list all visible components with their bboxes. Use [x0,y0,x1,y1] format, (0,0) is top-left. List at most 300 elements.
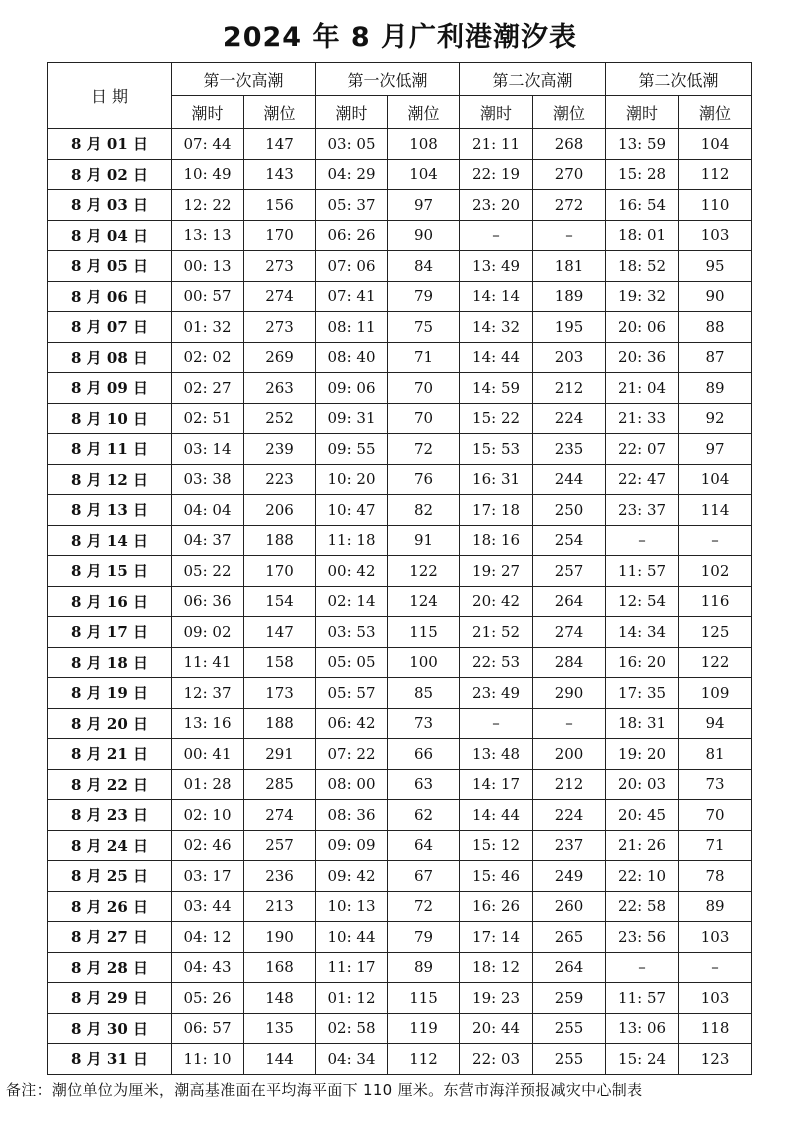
second-high-level-cell: 264 [533,952,606,983]
second-low-time-cell: 12: 54 [606,586,679,617]
first-low-time-cell: 10: 47 [316,495,388,526]
first-low-time-cell: 08: 00 [316,769,388,800]
time-column-header: 潮时 [172,96,244,129]
date-cell: 8 月 31 日 [48,1044,172,1075]
first-low-level-cell: 115 [388,983,460,1014]
second-high-level-cell: 203 [533,342,606,373]
second-high-time-cell: 14: 44 [460,800,533,831]
first-low-time-cell: 06: 42 [316,708,388,739]
level-column-header: 潮位 [244,96,316,129]
first-high-time-cell: 00: 57 [172,281,244,312]
second-high-level-cell: 260 [533,891,606,922]
first-high-time-cell: 06: 57 [172,1013,244,1044]
second-low-level-cell: 95 [679,251,752,282]
second-low-time-cell: 21: 33 [606,403,679,434]
date-column-header: 日 期 [48,63,172,129]
second-high-level-cell: 264 [533,586,606,617]
date-cell: 8 月 30 日 [48,1013,172,1044]
first-low-level-cell: 79 [388,922,460,953]
date-cell: 8 月 21 日 [48,739,172,770]
first-low-time-cell: 10: 20 [316,464,388,495]
first-low-level-cell: 112 [388,1044,460,1075]
second-low-level-cell: 114 [679,495,752,526]
second-high-time-cell: 14: 44 [460,342,533,373]
first-high-time-cell: 03: 17 [172,861,244,892]
second-high-time-cell: 13: 48 [460,739,533,770]
first-high-time-cell: 11: 41 [172,647,244,678]
first-low-time-cell: 09: 55 [316,434,388,465]
second-high-level-cell: 189 [533,281,606,312]
second-low-time-cell: 23: 37 [606,495,679,526]
second-high-level-cell: 257 [533,556,606,587]
table-row [48,861,752,892]
second-low-level-cell: – [679,525,752,556]
table-row [48,1013,752,1044]
second-low-level-cell: 70 [679,800,752,831]
second-high-level-cell: – [533,220,606,251]
second-low-level-cell: 110 [679,190,752,221]
table-row [48,464,752,495]
time-column-header: 潮时 [606,96,679,129]
first-low-level-cell: 62 [388,800,460,831]
second-high-level-cell: 284 [533,647,606,678]
first-high-time-cell: 12: 22 [172,190,244,221]
second-high-time-cell: 14: 17 [460,769,533,800]
table-row [48,281,752,312]
first-low-time-cell: 09: 06 [316,373,388,404]
second-low-level-cell: 87 [679,342,752,373]
first-high-time-cell: 04: 04 [172,495,244,526]
table-row [48,220,752,251]
second-low-time-cell: 18: 01 [606,220,679,251]
second-low-time-cell: 17: 35 [606,678,679,709]
level-column-header: 潮位 [388,96,460,129]
first-high-level-cell: 170 [244,556,316,587]
second-high-level-cell: 250 [533,495,606,526]
second-low-time-cell: – [606,525,679,556]
first-high-time-cell: 02: 27 [172,373,244,404]
first-low-time-cell: 04: 34 [316,1044,388,1075]
first-low-time-cell: 10: 44 [316,922,388,953]
second-low-level-cell: 94 [679,708,752,739]
first-low-time-cell: 09: 42 [316,861,388,892]
group-header-second-low: 第二次低潮 [606,63,752,96]
first-low-level-cell: 85 [388,678,460,709]
table-row [48,190,752,221]
second-high-level-cell: 244 [533,464,606,495]
second-low-level-cell: 89 [679,891,752,922]
footnote: 备注：潮位单位为厘米，潮高基准面在平均海平面下 110 厘米。东营市海洋预报减灾中心制表 [6,1081,643,1099]
second-low-time-cell: 15: 24 [606,1044,679,1075]
second-low-level-cell: 92 [679,403,752,434]
second-high-time-cell: 22: 53 [460,647,533,678]
date-cell: 8 月 13 日 [48,495,172,526]
second-low-level-cell: 89 [679,373,752,404]
second-high-level-cell: 212 [533,373,606,404]
date-cell: 8 月 27 日 [48,922,172,953]
second-high-level-cell: 181 [533,251,606,282]
first-low-level-cell: 63 [388,769,460,800]
second-low-time-cell: 21: 26 [606,830,679,861]
first-high-level-cell: 285 [244,769,316,800]
second-low-time-cell: 22: 07 [606,434,679,465]
first-low-level-cell: 66 [388,739,460,770]
second-high-time-cell: 18: 12 [460,952,533,983]
first-low-level-cell: 90 [388,220,460,251]
table-row [48,678,752,709]
first-high-level-cell: 135 [244,1013,316,1044]
first-high-level-cell: 274 [244,800,316,831]
second-low-time-cell: 15: 28 [606,159,679,190]
table-row [48,1044,752,1075]
first-low-level-cell: 72 [388,434,460,465]
date-cell: 8 月 17 日 [48,617,172,648]
first-low-level-cell: 89 [388,952,460,983]
second-low-time-cell: 13: 06 [606,1013,679,1044]
second-low-time-cell: 22: 47 [606,464,679,495]
group-header-first-high: 第一次高潮 [172,63,316,96]
first-low-level-cell: 97 [388,190,460,221]
second-low-level-cell: 73 [679,769,752,800]
second-low-level-cell: 71 [679,830,752,861]
first-high-time-cell: 05: 26 [172,983,244,1014]
second-low-level-cell: 103 [679,922,752,953]
first-high-time-cell: 07: 44 [172,129,244,160]
first-high-level-cell: 190 [244,922,316,953]
first-high-time-cell: 01: 32 [172,312,244,343]
table-row [48,556,752,587]
second-high-level-cell: 235 [533,434,606,465]
table-row [48,983,752,1014]
first-low-time-cell: 09: 09 [316,830,388,861]
second-low-level-cell: 109 [679,678,752,709]
first-high-level-cell: 263 [244,373,316,404]
first-high-time-cell: 04: 37 [172,525,244,556]
date-cell: 8 月 22 日 [48,769,172,800]
first-high-level-cell: 257 [244,830,316,861]
first-low-level-cell: 104 [388,159,460,190]
first-low-time-cell: 11: 17 [316,952,388,983]
second-high-level-cell: 200 [533,739,606,770]
time-column-header: 潮时 [460,96,533,129]
first-high-time-cell: 03: 38 [172,464,244,495]
second-low-level-cell: 103 [679,220,752,251]
first-low-level-cell: 108 [388,129,460,160]
first-high-time-cell: 12: 37 [172,678,244,709]
date-cell: 8 月 10 日 [48,403,172,434]
date-cell: 8 月 29 日 [48,983,172,1014]
second-high-time-cell: 17: 18 [460,495,533,526]
first-low-time-cell: 02: 58 [316,1013,388,1044]
table-row [48,769,752,800]
first-high-level-cell: 148 [244,983,316,1014]
first-high-level-cell: 147 [244,129,316,160]
first-low-level-cell: 115 [388,617,460,648]
second-low-time-cell: 19: 32 [606,281,679,312]
second-high-time-cell: 13: 49 [460,251,533,282]
first-high-time-cell: 10: 49 [172,159,244,190]
first-low-level-cell: 72 [388,891,460,922]
second-high-level-cell: 224 [533,403,606,434]
table-row [48,251,752,282]
first-low-level-cell: 82 [388,495,460,526]
second-low-level-cell: 116 [679,586,752,617]
second-low-time-cell: 23: 56 [606,922,679,953]
first-high-level-cell: 147 [244,617,316,648]
first-high-level-cell: 143 [244,159,316,190]
second-high-time-cell: 21: 52 [460,617,533,648]
first-low-time-cell: 11: 18 [316,525,388,556]
table-row [48,434,752,465]
table-row [48,739,752,770]
first-high-level-cell: 239 [244,434,316,465]
first-high-level-cell: 156 [244,190,316,221]
second-high-level-cell: 268 [533,129,606,160]
date-cell: 8 月 12 日 [48,464,172,495]
first-high-level-cell: 154 [244,586,316,617]
second-high-time-cell: 18: 16 [460,525,533,556]
tide-table-body [48,129,752,1075]
first-high-time-cell: 13: 13 [172,220,244,251]
tide-table [47,62,752,1075]
first-low-time-cell: 03: 53 [316,617,388,648]
first-high-time-cell: 05: 22 [172,556,244,587]
first-low-time-cell: 07: 06 [316,251,388,282]
first-high-time-cell: 09: 02 [172,617,244,648]
first-high-level-cell: 213 [244,891,316,922]
second-low-time-cell: 14: 34 [606,617,679,648]
table-row [48,525,752,556]
first-high-level-cell: 236 [244,861,316,892]
first-low-level-cell: 73 [388,708,460,739]
first-low-level-cell: 76 [388,464,460,495]
time-column-header: 潮时 [316,96,388,129]
page-title: 2024 年 8 月广利港潮汐表 [222,22,578,53]
table-row [48,617,752,648]
second-low-level-cell: 102 [679,556,752,587]
table-row [48,800,752,831]
first-low-level-cell: 124 [388,586,460,617]
second-high-level-cell: 255 [533,1044,606,1075]
first-low-level-cell: 84 [388,251,460,282]
second-low-time-cell: 11: 57 [606,556,679,587]
first-high-level-cell: 158 [244,647,316,678]
date-cell: 8 月 28 日 [48,952,172,983]
first-high-level-cell: 252 [244,403,316,434]
first-low-level-cell: 70 [388,403,460,434]
first-high-time-cell: 02: 10 [172,800,244,831]
first-high-time-cell: 02: 02 [172,342,244,373]
date-cell: 8 月 02 日 [48,159,172,190]
first-high-time-cell: 04: 12 [172,922,244,953]
second-low-time-cell: 16: 54 [606,190,679,221]
second-high-level-cell: 272 [533,190,606,221]
first-low-level-cell: 100 [388,647,460,678]
date-cell: 8 月 23 日 [48,800,172,831]
second-low-level-cell: 118 [679,1013,752,1044]
level-column-header: 潮位 [533,96,606,129]
first-high-level-cell: 274 [244,281,316,312]
date-cell: 8 月 03 日 [48,190,172,221]
first-low-level-cell: 119 [388,1013,460,1044]
table-row [48,830,752,861]
second-low-level-cell: 104 [679,464,752,495]
date-cell: 8 月 08 日 [48,342,172,373]
first-high-time-cell: 00: 41 [172,739,244,770]
second-low-time-cell: 21: 04 [606,373,679,404]
first-high-level-cell: 173 [244,678,316,709]
date-cell: 8 月 16 日 [48,586,172,617]
second-low-time-cell: 22: 10 [606,861,679,892]
second-high-level-cell: 274 [533,617,606,648]
date-cell: 8 月 24 日 [48,830,172,861]
first-low-level-cell: 75 [388,312,460,343]
second-high-time-cell: 16: 31 [460,464,533,495]
first-high-level-cell: 273 [244,251,316,282]
date-cell: 8 月 05 日 [48,251,172,282]
first-low-time-cell: 09: 31 [316,403,388,434]
second-low-time-cell: 13: 59 [606,129,679,160]
table-row [48,373,752,404]
first-low-level-cell: 70 [388,373,460,404]
first-high-level-cell: 144 [244,1044,316,1075]
second-low-level-cell: – [679,952,752,983]
first-low-level-cell: 91 [388,525,460,556]
first-low-time-cell: 01: 12 [316,983,388,1014]
table-row [48,495,752,526]
date-cell: 8 月 20 日 [48,708,172,739]
second-high-time-cell: 15: 12 [460,830,533,861]
second-low-time-cell: 22: 58 [606,891,679,922]
table-row [48,403,752,434]
second-high-level-cell: 270 [533,159,606,190]
first-low-time-cell: 05: 37 [316,190,388,221]
date-cell: 8 月 19 日 [48,678,172,709]
second-high-time-cell: 15: 53 [460,434,533,465]
second-low-level-cell: 97 [679,434,752,465]
second-high-time-cell: – [460,220,533,251]
table-row [48,647,752,678]
table-row [48,922,752,953]
first-high-time-cell: 04: 43 [172,952,244,983]
second-low-time-cell: 19: 20 [606,739,679,770]
first-low-time-cell: 05: 05 [316,647,388,678]
first-low-time-cell: 05: 57 [316,678,388,709]
table-row [48,129,752,160]
second-high-level-cell: 224 [533,800,606,831]
second-low-level-cell: 112 [679,159,752,190]
first-low-time-cell: 07: 22 [316,739,388,770]
second-high-time-cell: 14: 14 [460,281,533,312]
second-high-time-cell: 22: 19 [460,159,533,190]
first-high-level-cell: 188 [244,525,316,556]
group-header-second-high: 第二次高潮 [460,63,606,96]
second-high-level-cell: 290 [533,678,606,709]
second-high-time-cell: 23: 49 [460,678,533,709]
first-high-time-cell: 00: 13 [172,251,244,282]
first-high-time-cell: 02: 46 [172,830,244,861]
date-cell: 8 月 06 日 [48,281,172,312]
first-high-time-cell: 03: 44 [172,891,244,922]
first-low-time-cell: 00: 42 [316,556,388,587]
group-header-first-low: 第一次低潮 [316,63,460,96]
second-high-time-cell: 19: 27 [460,556,533,587]
first-low-time-cell: 10: 13 [316,891,388,922]
second-high-time-cell: 14: 32 [460,312,533,343]
first-high-level-cell: 168 [244,952,316,983]
first-high-time-cell: 06: 36 [172,586,244,617]
first-high-level-cell: 206 [244,495,316,526]
first-low-time-cell: 03: 05 [316,129,388,160]
second-low-level-cell: 123 [679,1044,752,1075]
first-high-level-cell: 291 [244,739,316,770]
second-low-time-cell: 20: 03 [606,769,679,800]
level-column-header: 潮位 [679,96,752,129]
second-high-level-cell: 255 [533,1013,606,1044]
second-low-level-cell: 81 [679,739,752,770]
second-low-time-cell: 20: 06 [606,312,679,343]
second-high-time-cell: 20: 44 [460,1013,533,1044]
second-low-time-cell: 20: 45 [606,800,679,831]
second-low-level-cell: 88 [679,312,752,343]
first-low-time-cell: 04: 29 [316,159,388,190]
first-high-level-cell: 223 [244,464,316,495]
table-row [48,342,752,373]
second-high-time-cell: 21: 11 [460,129,533,160]
date-cell: 8 月 14 日 [48,525,172,556]
table-row [48,708,752,739]
first-low-time-cell: 06: 26 [316,220,388,251]
second-low-level-cell: 104 [679,129,752,160]
first-low-time-cell: 07: 41 [316,281,388,312]
date-cell: 8 月 09 日 [48,373,172,404]
table-row [48,586,752,617]
second-low-level-cell: 103 [679,983,752,1014]
date-cell: 8 月 04 日 [48,220,172,251]
table-row [48,891,752,922]
second-high-level-cell: 212 [533,769,606,800]
date-cell: 8 月 25 日 [48,861,172,892]
second-low-level-cell: 78 [679,861,752,892]
first-low-level-cell: 71 [388,342,460,373]
second-low-time-cell: – [606,952,679,983]
first-high-time-cell: 03: 14 [172,434,244,465]
first-low-level-cell: 122 [388,556,460,587]
date-cell: 8 月 01 日 [48,129,172,160]
first-low-level-cell: 79 [388,281,460,312]
second-high-level-cell: 265 [533,922,606,953]
first-high-level-cell: 188 [244,708,316,739]
table-row [48,952,752,983]
second-high-time-cell: 23: 20 [460,190,533,221]
first-high-level-cell: 273 [244,312,316,343]
first-low-level-cell: 64 [388,830,460,861]
second-low-time-cell: 16: 20 [606,647,679,678]
first-high-time-cell: 13: 16 [172,708,244,739]
first-low-level-cell: 67 [388,861,460,892]
second-low-time-cell: 18: 31 [606,708,679,739]
second-low-level-cell: 122 [679,647,752,678]
second-high-time-cell: 20: 42 [460,586,533,617]
second-high-time-cell: 19: 23 [460,983,533,1014]
second-high-level-cell: 259 [533,983,606,1014]
date-cell: 8 月 15 日 [48,556,172,587]
table-row [48,312,752,343]
first-high-time-cell: 11: 10 [172,1044,244,1075]
first-low-time-cell: 08: 40 [316,342,388,373]
date-cell: 8 月 26 日 [48,891,172,922]
second-low-time-cell: 18: 52 [606,251,679,282]
